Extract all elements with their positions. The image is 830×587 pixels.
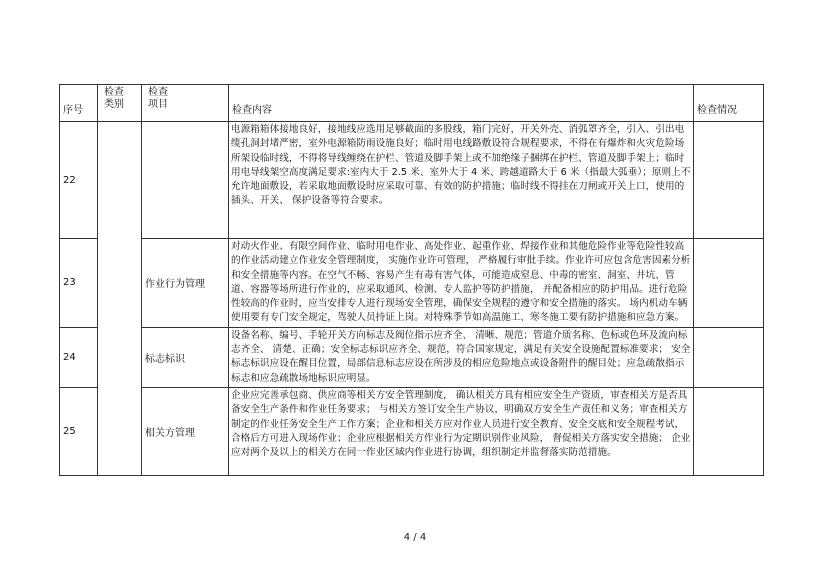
row-no: 25 [60,387,98,475]
table-header-row [60,85,764,122]
row-item [142,122,229,239]
header-status: 检查情况 [694,85,764,122]
row-status [694,239,764,328]
table-row [60,327,764,387]
row-no: 24 [60,327,98,387]
category-cell [98,122,142,476]
header-category [98,85,142,122]
row-no: 23 [60,239,98,328]
row-content: 企业应完善承包商、供应商等相关方安全管理制度， 确认相关方具有相应安全生产资质，审查相关方是否具备安全生产条件和作业任务要求； 与相关方签订安全生产协议，明确双方安全生产责任和义务；审查相关方制定的作业任务安全生产工作方案；企业和相关方应对作业人员进行安全教育、安全交底和安全规程考试，合格后方可进入现场作业；企业应根据相关方作业行为定期识别作业风险， 督促相关方落实安全措施； 企业应对两个及以上的相关方在同一作业区域内作业进行协调，组织制定并监督落实防范措施。 [229,387,694,475]
row-status [694,387,764,475]
row-item: 相关方管理 [142,387,229,475]
header-item-label: 检查项目 [148,87,168,110]
table-row [60,239,764,328]
row-item: 作业行为管理 [142,239,229,328]
table-row [60,122,764,239]
row-content: 对动火作业、有限空间作业、临时用电作业、高处作业、起重作业、焊接作业和其他危险作业等危险性较高的作业活动建立作业安全管理制度， 实施作业许可管理， 严格履行审批手续。作业许可应包含危害因素分析和安全措施等内容。在空气不畅、容易产生有毒有害气体，可能造成窒息、中毒的密室、洞室、井坑、管道、容器等场所进行作业的，应采取通风、检测、专人监护等防护措施， 并配备相应的防护用品。进行危险性较高的作业时，应当安排专人进行现场安全管理，确保安全规程的遵守和安全措施的落实。 场内机动车辆使用要有专门安全规定，驾驶人员持证上岗。对特殊季节如高温施工、寒冬施工要有防护措施和应急方案。 [229,239,694,328]
inspection-table [59,84,764,476]
page-indicator: 4 / 4 [403,532,427,543]
table-row [60,387,764,475]
header-no: 序号 [60,85,98,122]
header-category-label: 检查类别 [104,87,124,110]
row-status [694,122,764,239]
row-no: 22 [60,122,98,239]
header-item [142,85,229,122]
row-content: 电源箱箱体接地良好，接地线应选用足够截面的多股线，箱门完好，开关外壳、消弧罩齐全，引入、引出电缆孔洞封堵严密，室外电源箱防雨设施良好；临时用电线路敷设符合规程要求，不得在有爆炸和火灾危险场所架设临时线，不得将导线缠绕在护栏、管道及脚手架上或不加绝缘子捆绑在护栏、管道及脚手架上；临时用电导线架空高度满足要求:室内大于 2.5 米、室外大于 4 米、跨越道路大于 6 米（指最大弧垂）；原则上不允许地面敷设，若采取地面敷设时应采取可靠、有效的防护措施；临时线不得挂在刀闸或开关上口，使用的插头、开关、 保护设备等符合要求。 [229,122,694,239]
header-content: 检查内容 [229,85,694,122]
row-content: 设备名称、编号、手轮开关方向标志及阀位指示应齐全、 清晰、规范；管道介质名称、色标或色环及流向标志齐全、 清楚、正确；安全标志标识应齐全、规范，符合国家规定，满足有关安全设施配置标准要求； 安全标志标识应设在醒目位置，局部信息标志应设在所涉及的相应危险地点或设备附件的醒目处；应急疏散指示标志和应急疏散场地标识应明显。 [229,327,694,387]
row-status [694,327,764,387]
row-item: 标志标识 [142,327,229,387]
